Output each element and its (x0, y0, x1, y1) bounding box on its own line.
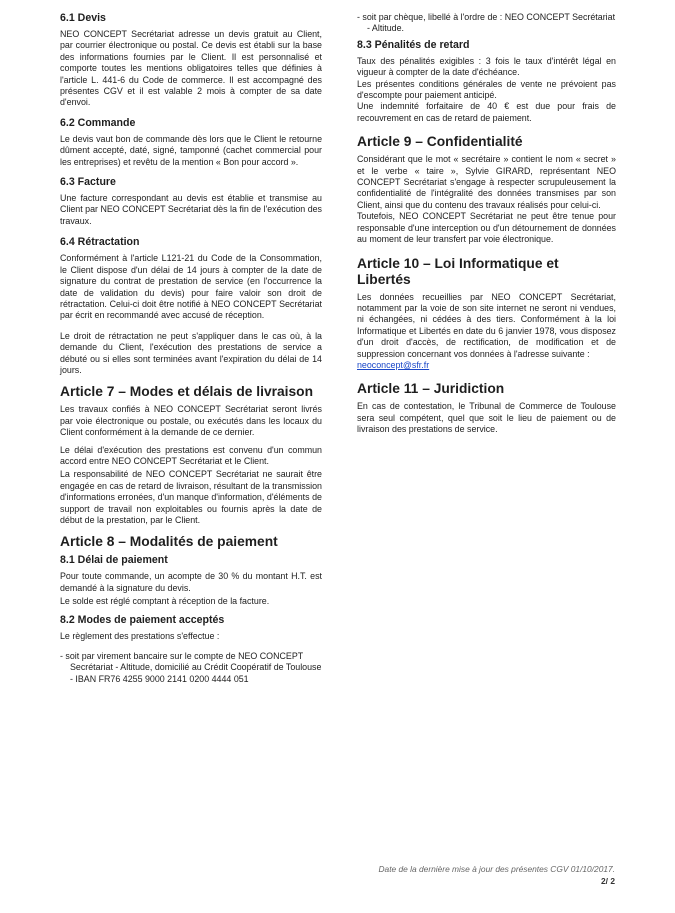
article-10 (357, 256, 616, 372)
page-number: 2/ 2 (601, 876, 615, 886)
right-column (357, 12, 616, 444)
left-column (60, 12, 322, 693)
paragraph: Considérant que le mot « secrétaire » contient le nom « secret » et le verbe « taire », Sylvie GIRARD, représentant NEO CONCEPT Secrétariat s'engage à respecter scrupuleusement la confidentialité de l'intégralité des données transmises par son Client, ainsi que du contenu des travaux réalisés pour celui-ci. (357, 154, 616, 210)
section-6-4 (60, 236, 322, 376)
section-8-3 (357, 39, 616, 124)
section-title: 6.1 Devis (60, 12, 106, 24)
paragraph: Le règlement des prestations s'effectue : (60, 630, 220, 641)
section-title: 8.1 Délai de paiement (60, 554, 168, 567)
paragraph: Toutefois, NEO CONCEPT Secrétariat ne peut être tenue pour responsable d'une interception ou d'un détournement de données au moment de leur transfert par voie électronique. (357, 211, 616, 245)
article-7 (60, 384, 322, 526)
article-9 (357, 134, 616, 245)
section-title: 6.2 Commande (60, 116, 136, 129)
section-6-3 (60, 176, 322, 227)
paragraph: Les données recueillies par NEO CONCEPT Secrétariat, notamment par la voie de son site internet ne seront ni vendues, ni échangées, ni cédées à des tiers. Conformément à la loi Informatique et Libertés en date du 6 janvier 1978, vous disposez d'un droit d'accès, de rectification, de modification et de suppression concernant vos données à l'adresse suivante : (357, 291, 616, 359)
article-11 (357, 381, 616, 435)
footer-update-note: Date de la dernière mise à jour des présentes CGV 01/10/2017. (378, 864, 615, 874)
section-6-2 (60, 117, 322, 168)
paragraph: Le droit de rétractation ne peut s'appliquer dans le cas où, à la demande du Client, l'exécution des prestations de service a débuté ou si elles sont terminées avant l'expiration du délai de 14 jours. (60, 330, 322, 375)
paragraph: Pour toute commande, un acompte de 30 % du montant H.T. est demandé à la signature du devis. (60, 571, 322, 593)
paragraph: NEO CONCEPT Secrétariat adresse un devis gratuit au Client, par courrier électronique ou postal. Ce devis est établi sur la base des informations fournies par le Client. Il est personnalisé et comporte toutes les mentions obligatoires telles que définies à l'article L. 441-6 du Code de commerce. Il est accompagné des présentes CGV et il est valable 2 mois à compter de sa date d'envoi. (60, 29, 322, 108)
section-title: 6.3 Facture (60, 176, 116, 189)
paragraph: Une facture correspondant au devis est établie et transmise au Client par NEO CONCEPT Secrétariat dès la fin de l'exécution des travaux. (60, 193, 322, 226)
paragraph: Le délai d'exécution des prestations est convenu d'un commun accord entre NEO CONCEPT Secrétariat et le Client. (60, 444, 322, 466)
article-title: Article 8 – Modalités de paiement (60, 534, 278, 550)
section-6-1 (60, 12, 322, 109)
email-link[interactable]: neoconcept@sfr.fr (357, 359, 430, 370)
section-title: 8.3 Pénalités de retard (357, 38, 470, 51)
paragraph: En cas de contestation, le Tribunal de Commerce de Toulouse sera seul compétent, quel que soit le lieu de paiement ou de livraison des prestations de service. (357, 401, 616, 435)
paragraph: Le devis vaut bon de commande dès lors que le Client le retourne dûment accepté, daté, signé, tamponné (cachet commercial pour les entreprises) et revêtu de la mention « Bon pour accord ». (60, 133, 322, 167)
article-title: Article 7 – Modes et délais de livraison (60, 384, 314, 400)
paragraph: Le solde est réglé comptant à réception de la facture. (60, 596, 270, 607)
list-item: - soit par chèque, libellé à l'ordre de : NEO CONCEPT Secrétariat - Altitude. (357, 12, 616, 34)
paragraph: Taux des pénalités exigibles : 3 fois le taux d'intérêt légal en vigueur à compter de la date d'échéance. (357, 55, 616, 78)
paragraph: Conformément à l'article L121-21 du Code de la Consommation, le Client dispose d'un délai de 14 jours à compter de la date de signature du contrat de prestation de service (en l'occurrence la date de validation du devis) pour faire valoir son droit de rétractation. Celui-ci doit être notifié à NEO CONCEPT Secrétariat par écrit en recommandé avec accusé de réception. (60, 253, 322, 321)
paragraph: Les travaux confiés à NEO CONCEPT Secrétariat seront livrés par voie électronique ou postale, ou exécutés dans les locaux du Client conformément à la demande de ce dernier. (60, 404, 322, 438)
section-title: 8.2 Modes de paiement acceptés (60, 613, 225, 626)
article-title: Article 9 – Confidentialité (357, 134, 523, 150)
paragraph: La responsabilité de NEO CONCEPT Secrétariat ne saurait être engagée en cas de retard de livraison, résultant de la transmission d'informations erronées, d'un manque d'information, d'éléments de support de travail non exploitables ou fournis après la date de début de la prestation, par le Client. (60, 469, 322, 525)
list-item: - soit par virement bancaire sur le compte de NEO CONCEPT Secrétariat - Altitude, domicilié au Crédit Coopératif de Toulouse - IBAN FR76 4255 9000 2141 0200 4444 051 (60, 651, 322, 684)
paragraph: Les présentes conditions générales de vente ne prévoient pas d'escompte pour paiement anticipé. (357, 78, 616, 101)
article-title: Article 10 – Loi Informatique et Libertés (357, 255, 559, 287)
paragraph: Une indemnité forfaitaire de 40 € est due pour frais de recouvrement en cas de retard de paiement. (357, 101, 616, 123)
section-title: 6.4 Rétractation (60, 236, 140, 249)
article-title: Article 11 – Juridiction (357, 381, 505, 397)
article-8 (60, 534, 322, 685)
